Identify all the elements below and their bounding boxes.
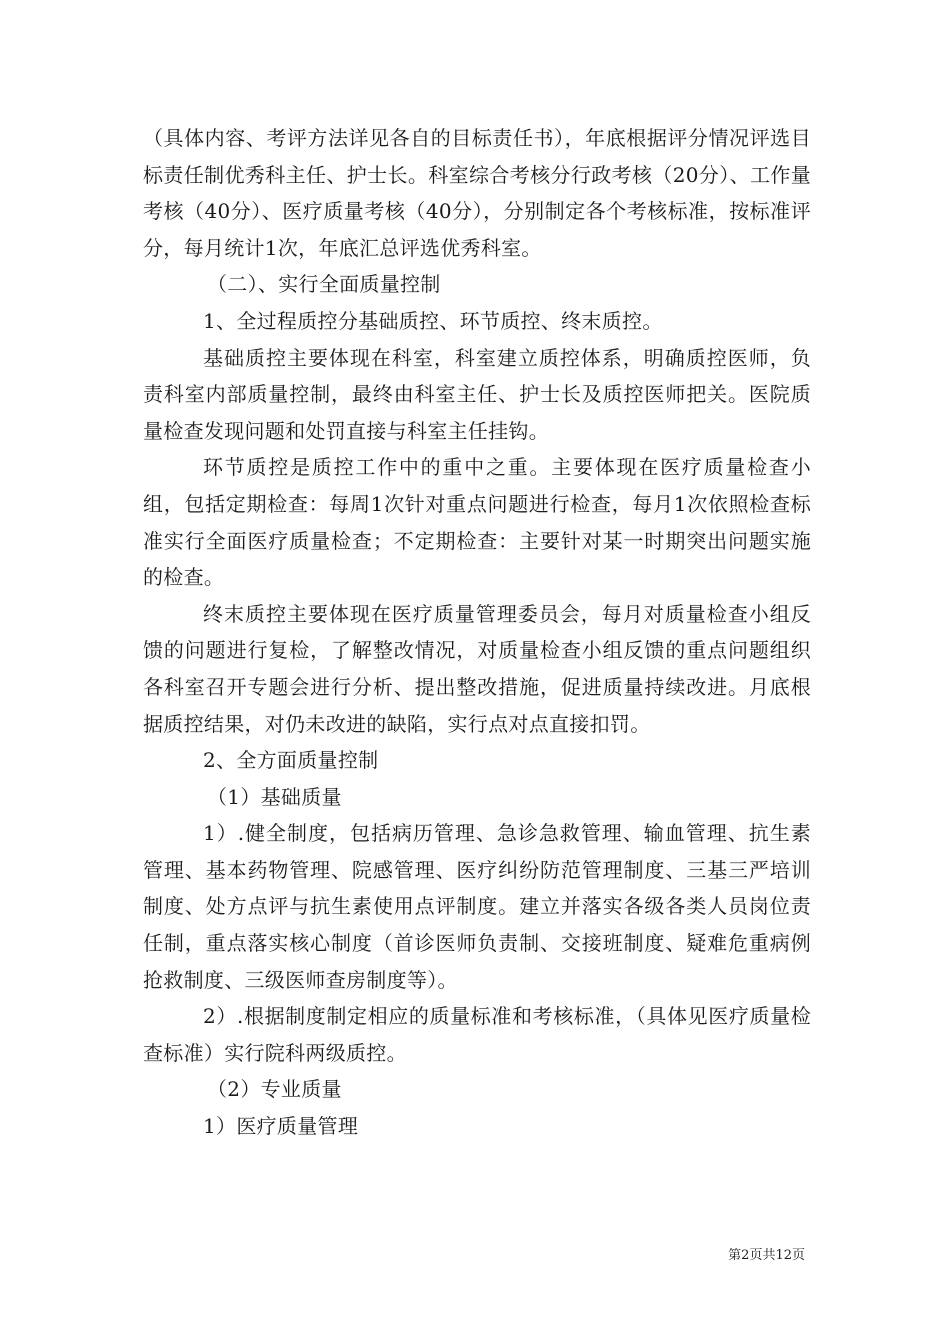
- paragraph: 1）.健全制度，包括病历管理、急诊急救管理、输血管理、抗生素管理、基本药物管理、院感管理、医疗纠纷防范管理制度、三基三严培训制度、处方点评与抗生素使用点评制度。建立并落实各级各类人员岗位责任制，重点落实核心制度（首诊医师负责制、交接班制度、疑难危重病例抢救制度、三级医师查房制度等）。: [143, 821, 811, 992]
- paragraph: 终末质控主要体现在医疗质量管理委员会，每月对质量检查小组反馈的问题进行复检，了解整改情况，对质量检查小组反馈的重点问题组织各科室召开专题会进行分析、提出整改措施，促进质量持续改进。月底根据质控结果，对仍未改进的缺陷，实行点对点直接扣罚。: [143, 601, 811, 736]
- paragraph: 环节质控是质控工作中的重中之重。主要体现在医疗质量检查小组，包括定期检查：每周1次针对重点问题进行检查，每月1次依照检查标准实行全面医疗质量检查；不定期检查：主要针对某一时期突出问题实施的检查。: [143, 455, 811, 590]
- paragraph: 1、全过程质控分基础质控、环节质控、终末质控。: [203, 308, 663, 333]
- section-heading: （二）、实行全面质量控制: [207, 272, 441, 297]
- subsection-heading: 1）医疗质量管理: [203, 1114, 359, 1139]
- document-body: [143, 120, 811, 1145]
- subsection-heading: （1）基础质量: [207, 784, 342, 809]
- paragraph: 基础质控主要体现在科室，科室建立质控体系，明确质控医师，负责科室内部质量控制，最终由科室主任、护士长及质控医师把关。医院质量检查发现问题和处罚直接与科室主任挂钩。: [143, 345, 811, 443]
- page-number: 第2页共12页: [728, 1248, 805, 1263]
- subsection-heading: 2、全方面质量控制: [203, 748, 379, 773]
- subsection-heading: （2）专业质量: [207, 1077, 342, 1102]
- paragraph: （具体内容、考评方法详见各自的目标责任书），年底根据评分情况评选目标责任制优秀科主任、护士长。科室综合考核分行政考核（20分）、工作量考核（40分）、医疗质量考核（40分），分别制定各个考核标准，按标准评分，每月统计1次，年底汇总评选优秀科室。: [143, 126, 811, 260]
- paragraph: 2）.根据制度制定相应的质量标准和考核标准，（具体见医疗质量检查标准）实行院科两级质控。: [143, 1004, 811, 1065]
